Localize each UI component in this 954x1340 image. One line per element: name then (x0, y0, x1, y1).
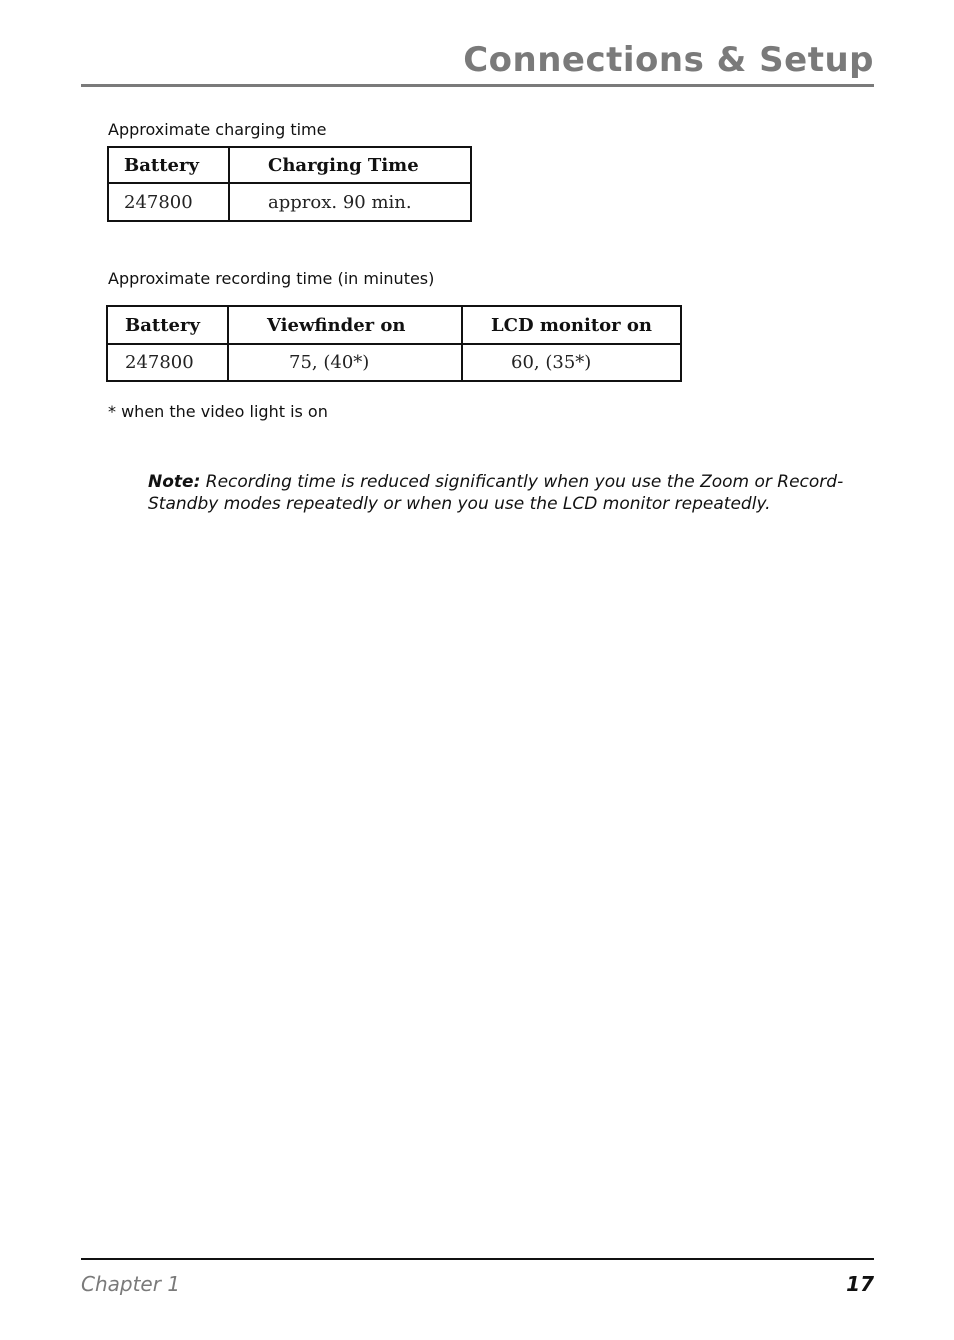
recording-time-table (106, 305, 682, 382)
table-header-row (107, 306, 681, 344)
video-light-footnote: * when the video light is on (108, 402, 328, 421)
table-row (108, 183, 471, 221)
charging-table-caption: Approximate charging time (108, 120, 327, 139)
cell-lcd-monitor-time: 60, (35*) (462, 344, 681, 381)
recording-table-caption: Approximate recording time (in minutes) (108, 269, 435, 288)
note-text: Recording time is reduced significantly when you use the Zoom or Record-Standby modes repeatedly or when you use the LCD monitor repeatedly. (148, 472, 844, 514)
column-header-viewfinder-on: Viewfinder on (228, 306, 462, 344)
column-header-lcd-monitor-on: LCD monitor on (462, 306, 681, 344)
cell-charging-time: approx. 90 min. (229, 183, 471, 221)
page-number: 17 (846, 1272, 874, 1296)
column-header-battery: Battery (107, 306, 228, 344)
cell-viewfinder-time: 75, (40*) (228, 344, 462, 381)
chapter-label: Chapter 1 (81, 1272, 181, 1296)
page-header (81, 36, 874, 87)
column-header-battery: Battery (108, 147, 229, 183)
cell-battery-model: 247800 (108, 183, 229, 221)
note-label: Note: (148, 472, 201, 492)
cell-battery-model: 247800 (107, 344, 228, 381)
page-title: Connections & Setup (463, 40, 874, 80)
table-header-row (108, 147, 471, 183)
recording-note (148, 471, 848, 515)
page-footer (81, 1258, 874, 1296)
column-header-charging-time: Charging Time (229, 147, 471, 183)
table-row (107, 344, 681, 381)
charging-time-table (107, 146, 472, 222)
